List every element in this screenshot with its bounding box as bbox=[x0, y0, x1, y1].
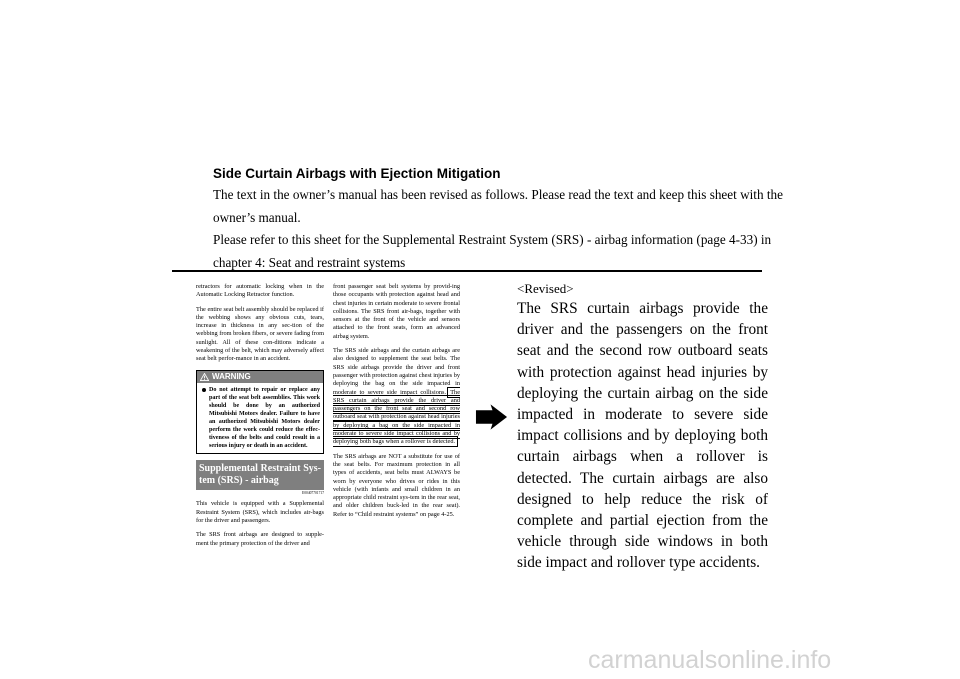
paragraph: This vehicle is equipped with a Supplemental Restraint System (SRS), which includes air-bags for the driver and passengers. bbox=[196, 500, 324, 525]
warning-body: Do not attempt to repair or replace any part of the seat belt assemblies. This work should be done by an authorized Mitsubishi Motors dealer. Failure to have an authorized Mitsubishi Motors dealer perform the work could reduce the effec-tiveness of the belts and could result in a serious injury or death in an accident. bbox=[209, 386, 320, 450]
bullet-icon bbox=[202, 388, 206, 392]
paragraph: front passenger seat belt systems by provid-ing those occupants with protection against head and chest injuries in certain moderate to severe frontal collisions. The SRS front air-bags, together with sensors at the front of the vehicle and sensors attached to the front seats, form an advanced airbag system. bbox=[333, 283, 460, 340]
paragraph: The SRS front airbags are designed to supple-ment the primary protection of the driver and bbox=[196, 531, 324, 547]
paragraph: The entire seat belt assembly should be replaced if the webbing shows any obvious cuts, tears, increase in thickness in any sec-tion of the webbing from broken fibers, or severe fading from sunlight. All of these con-ditions indicate a weakening of the belt, which may adversely affect seat belt perfor-mance in an accident. bbox=[196, 305, 324, 363]
intro-line: Please refer to this sheet for the Supplemental Restraint System (SRS) - airbag information (page 4-33) in bbox=[213, 232, 772, 247]
intro-text bbox=[213, 184, 783, 274]
intro-line: chapter 4: Seat and restraint systems bbox=[213, 254, 406, 270]
warning-triangle-icon bbox=[200, 373, 209, 381]
warning-label: WARNING bbox=[212, 371, 251, 381]
warning-box bbox=[196, 370, 324, 455]
highlighted-passage: The SRS curtain airbags provide the driver and passengers on the front seat and second row outboard seat with protection against head injuries by deploying a bag on the side impacted in moderate to severe side impact collisions and by deploying both bags when a rollover is detected. bbox=[333, 388, 460, 446]
warning-text bbox=[197, 383, 323, 454]
warning-header bbox=[197, 371, 323, 383]
intro-line: owner’s manual. bbox=[213, 209, 301, 225]
paragraph bbox=[333, 347, 460, 447]
revised-text: The SRS curtain airbags provide the driver and the passengers on the front seat and the second row outboard seats with protection against head injuries by deploying the curtain airbag on the side impacted in moderate to severe side impact collisions and by deploying both curtain airbags when a rollover is detected. The curtain airbags are also designed to help reduce the risk of complete and partial ejection from the vehicle through side windows in both side impact and rollover type accidents. bbox=[517, 300, 768, 572]
section-title: Supplemental Restraint Sys-tem (SRS) - airbag bbox=[196, 460, 324, 490]
intro-line: The text in the owner’s manual has been revised as follows. Please read the text and keep this sheet with the bbox=[213, 187, 783, 202]
paragraph-text: The SRS side airbags and the curtain airbags are also designed to supplement the seat belts. The SRS side airbags provide the driver and front passenger with protection against chest injuries by deploying the bag on the side impacted in moderate to severe side impact collisions. bbox=[333, 347, 460, 396]
revised-tag: <Revised> bbox=[517, 281, 574, 296]
section-code: E00407701717 bbox=[302, 491, 324, 496]
watermark: carmanualsonline.info bbox=[588, 646, 832, 674]
original-mid-column bbox=[333, 283, 460, 525]
original-left-column bbox=[196, 283, 324, 554]
paragraph: The SRS airbags are NOT a substitute for use of the seat belts. For maximum protection in all types of accidents, seat belts must ALWAYS be worn by everyone who drives or rides in this vehicle (with infants and small children in an appropriate child restraint sys-tem in the rear seat, and older children buck-led in the rear seat). Refer to “Child restraint systems” on page 4-25. bbox=[333, 452, 460, 518]
divider-line bbox=[172, 270, 762, 272]
right-arrow-icon bbox=[475, 403, 508, 431]
paragraph: retractors for automatic locking when in the Automatic Locking Retractor function. bbox=[196, 283, 324, 299]
page-title: Side Curtain Airbags with Ejection Mitigation bbox=[213, 166, 501, 181]
